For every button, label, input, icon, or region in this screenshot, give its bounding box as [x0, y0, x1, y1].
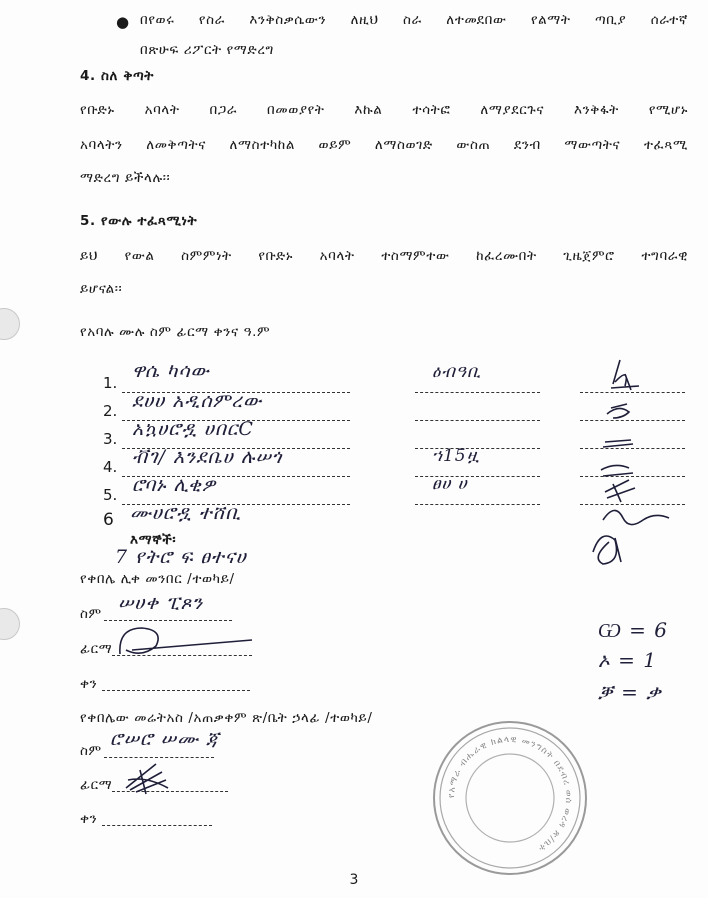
stamp-ring-text: የአማራ ብሔራዊ ክልላዊ መንግስት በደብረ ወሰ ወረዳ ጽ/ቤት [446, 734, 574, 854]
section-4-line-1: የቡድኑ አባላት በጋራ በመወያየት እኩል ተሳትፎ ለማያደርጉና እንቅፋት የሚሆኑ [80, 102, 688, 118]
chairman-title: የቀበሌ ሊቀ መንበር /ተወካይ/ [80, 571, 235, 587]
manager-sign-label: ፊርማ [80, 777, 113, 793]
bullet-line-2: በጽሁፍ ሪፖርት የማድረግ [140, 42, 274, 58]
section-4-line-2: አባላትን ለመቅጣትና ለማስተካከል ወይም ለማስወገድ ውስጠ ደንብ ማውጣትና ተፈጻሚ [80, 137, 688, 153]
manager-date-label: ቀን [80, 811, 98, 827]
margin-note: Ѡ = 6 [598, 618, 668, 642]
punch-hole [0, 308, 20, 340]
date-line [415, 392, 540, 393]
member-name-handwritten: ሮባኑ ሊቂዎ [132, 474, 217, 496]
chairman-signature [112, 618, 262, 663]
manager-name-label: ስም [80, 743, 102, 759]
section-5-heading: 5. የውሉ ተፈጻሚነት [80, 213, 198, 229]
section-5-line-1: ይህ የውል ስምምነት የቡድኑ አባላት ተስማምተው ከፈረሙበት ጊዜጀምሮ ተግባራዊ [80, 248, 688, 264]
bullet-line-1: በየወሩ የስራ እንቅስቃሴውን ለዚህ ስራ ለተመደበው የልማት ጣቢያ ሰራተኛ [140, 12, 688, 28]
member-name-handwritten: ዋሴ ካሳው [132, 360, 210, 382]
chairman-date-label: ቀን [80, 676, 98, 692]
manager-name-handwritten: ሮሠሮ ሠሙ ጃ [110, 728, 220, 750]
manager-date-line [102, 825, 212, 826]
member-date-handwritten: ፀሀ ሀ [432, 474, 468, 494]
member-name-handwritten: ሙሀሮዷ ተሸቢ [130, 502, 242, 524]
witness-handwritten: 7 የትሮ ፍ ፀተናሀ [115, 546, 247, 568]
chairman-sign-label: ፊርማ [80, 641, 113, 657]
margin-note: ቓ = ቃ [598, 680, 662, 704]
section-4-heading: 4. ስለ ቅጣት [80, 68, 155, 84]
member-date-handwritten: ዕብዓቢ [432, 362, 482, 382]
date-line [415, 420, 540, 421]
member-name-handwritten: ቭገ/ እንደቤሀ ሉሠጎ [132, 446, 283, 468]
chairman-date-line [102, 690, 250, 691]
punch-hole [0, 608, 20, 640]
members-header: የአባሉ ሙሉ ስም ፊርማ ቀንና ዓ.ም [80, 324, 271, 340]
official-stamp [430, 718, 590, 878]
section-4-line-3: ማድረግ ይችላሉ፡፡ [80, 170, 171, 186]
chairman-name-handwritten: ሠሀቀ ፒጾን [118, 592, 204, 614]
witnesses-label: እማኞች፡ [130, 532, 177, 548]
member-name-handwritten: አኳሀሮዷ ሀበርC [132, 418, 254, 440]
bullet-dot: ● [116, 13, 130, 31]
member-number: 6 [103, 510, 114, 530]
member-date-handwritten: ኀ15ዟ [432, 446, 480, 466]
section-5-line-2: ይሆናል፡፡ [80, 281, 123, 297]
page-number: 3 [349, 872, 359, 888]
member-number: 3. [103, 430, 118, 448]
member-number: 5. [103, 486, 118, 504]
member-signatures [585, 352, 695, 572]
manager-title: የቀበሌው መሬትአስ /አጠቃቀም ጽ/ቤት ኃላፊ /ተወካይ/ [80, 710, 373, 726]
margin-note: ኦ = 1 [598, 648, 657, 672]
member-number: 1. [103, 374, 118, 392]
member-name-handwritten: ደሀሀ አዲሰምረው [132, 390, 263, 412]
manager-signature [116, 758, 176, 798]
date-line [415, 504, 540, 505]
chairman-name-label: ስም [80, 606, 102, 622]
member-number: 2. [103, 402, 118, 420]
member-number: 4. [103, 458, 118, 476]
